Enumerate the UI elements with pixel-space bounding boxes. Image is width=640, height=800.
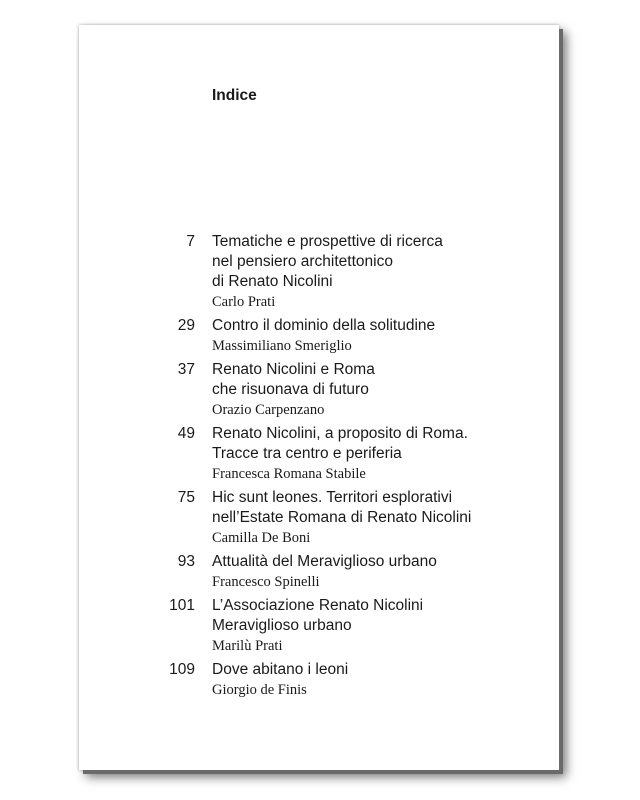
toc-title-line: Contro il dominio della solitudine (212, 317, 436, 334)
toc-entry (79, 488, 559, 548)
toc-entry-title (212, 488, 559, 528)
toc-title-line: L’Associazione Renato Nicolini (212, 597, 424, 614)
toc-title-line: di Renato Nicolini (212, 273, 333, 290)
toc-title-line: Meraviglioso urbano (212, 617, 352, 634)
toc-entry (79, 596, 559, 656)
toc-title-line: che risuonava di futuro (212, 381, 369, 398)
toc-author: Francesca Romana Stabile (212, 466, 366, 482)
toc-author: Orazio Carpenzano (212, 402, 325, 418)
toc-entry-title (212, 660, 559, 680)
toc-entry (79, 424, 559, 484)
toc-page-number: 109 (169, 661, 195, 678)
table-of-contents (79, 232, 559, 704)
toc-title-line: nel pensiero architettonico (212, 253, 393, 270)
toc-author: Marilù Prati (212, 638, 283, 654)
toc-page-number: 101 (169, 597, 195, 614)
toc-title-line: Tracce tra centro e periferia (212, 445, 402, 462)
toc-author: Carlo Prati (212, 294, 276, 310)
toc-page-number: 7 (186, 233, 195, 250)
toc-page-number: 75 (177, 489, 195, 506)
toc-entry (79, 316, 559, 356)
book-page (79, 25, 559, 770)
toc-entry (79, 360, 559, 420)
toc-entry-title (212, 424, 559, 464)
toc-entry (79, 660, 559, 700)
toc-page-number: 49 (177, 425, 195, 442)
toc-page-number: 37 (177, 361, 195, 378)
toc-entry-title (212, 552, 559, 572)
toc-title-line: Tematiche e prospettive di ricerca (212, 233, 443, 250)
toc-author: Massimiliano Smeriglio (212, 338, 352, 354)
toc-title-line: Dove abitano i leoni (212, 661, 349, 678)
toc-author: Camilla De Boni (212, 530, 311, 546)
toc-entry (79, 552, 559, 592)
toc-title-line: Renato Nicolini, a proposito di Roma. (212, 425, 468, 442)
toc-title-line: Renato Nicolini e Roma (212, 361, 375, 378)
toc-entry (79, 232, 559, 312)
toc-entry-title (212, 360, 559, 400)
toc-title-line: nell’Estate Romana di Renato Nicolini (212, 509, 472, 526)
toc-title-line: Attualità del Meraviglioso urbano (212, 553, 437, 570)
toc-entry-title (212, 596, 559, 636)
toc-entry-title (212, 232, 559, 292)
toc-entry-title (212, 316, 559, 336)
toc-page-number: 93 (177, 553, 195, 570)
toc-title-line: Hic sunt leones. Territori esplorativi (212, 489, 453, 506)
toc-author: Francesco Spinelli (212, 574, 320, 590)
toc-page-number: 29 (177, 317, 195, 334)
page-title: Indice (212, 87, 257, 104)
toc-author: Giorgio de Finis (212, 682, 307, 698)
